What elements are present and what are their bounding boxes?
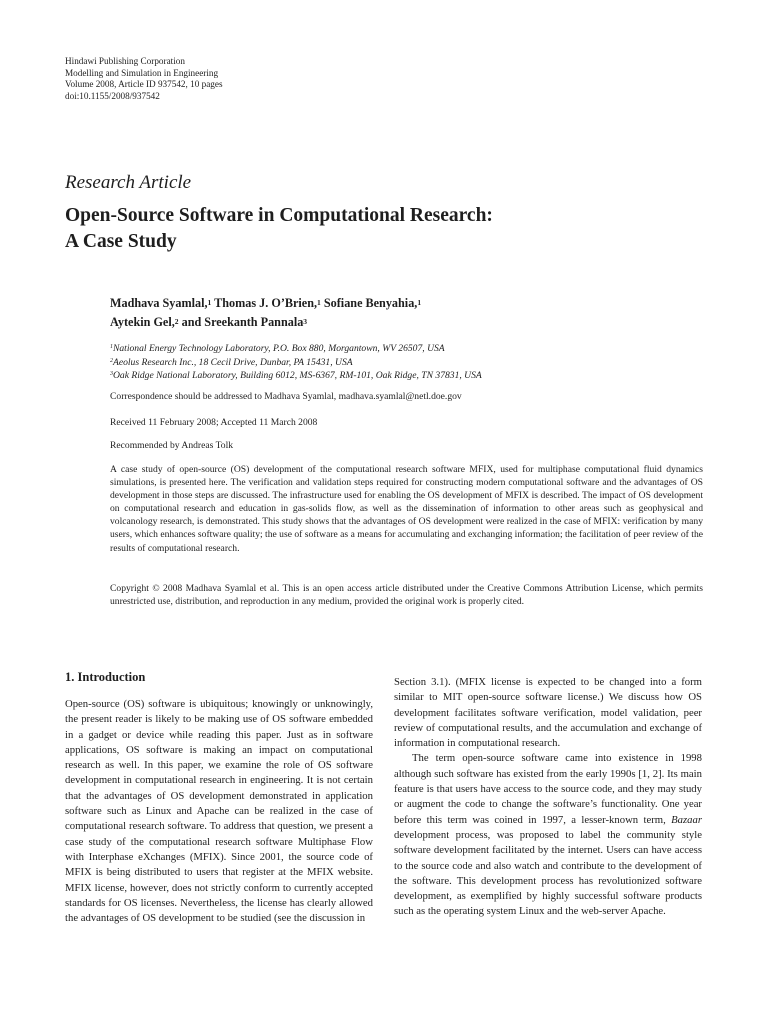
- author-line-1: [110, 294, 421, 313]
- left-column: [65, 697, 373, 926]
- doi: doi:10.1155/2008/937542: [65, 90, 160, 101]
- author-name: and Sreekanth Pannala: [178, 315, 304, 329]
- author-name: Madhava Syamlal,: [110, 296, 208, 310]
- affiliation-mark: 1: [417, 297, 422, 307]
- journal-name: Modelling and Simulation in Engineering: [65, 67, 219, 78]
- copyright-notice: Copyright © 2008 Madhava Syamlal et al. This is an open access article distributed under the Creative Commons Attribution License, which permits unrestricted use, distribution, and reproduction in any medium, provided the original work is properly cited.: [110, 583, 703, 608]
- publisher-name: Hindawi Publishing Corporation: [65, 56, 185, 66]
- affiliation-2: $^2$Aeolus Research Inc., 18 Cecil Drive, Dunbar, PA 15431, USA: [110, 356, 353, 368]
- affiliation-mark: 3: [303, 316, 308, 326]
- article-type: Research Article: [65, 172, 192, 193]
- body-paragraph: Open-source (OS) software is ubiquitous; knowingly or unknowingly, the present reader is likely to be making use of OS software embedded in a gadget or device while reading this paper. Just as in software applications, OS software is making an impact on computational research as well. In this paper, we examine the role of OS software development in computational research in engineering. It is not certain that the advantages of OS development demonstrated in application software such as Linux and Apache can be realized in the case of computational research software. To address that question, we present a case study of the computational research software Multiphase Flow with Interphase eXchanges (MFIX). Since 2001, the source code of MFIX is being distributed to users that register at the MFIX website. MFIX license, however, does not strictly conform to currently accepted standards for OS licenses. Nevertheless, the license has clearly allowed the advantages of OS development to be studied (see the discussion in: [65, 698, 373, 925]
- affiliations: [110, 342, 482, 383]
- title-line-1: Open-Source Software in Computational Research:: [65, 205, 493, 226]
- emphasized-term: Bazaar: [671, 813, 702, 826]
- volume-info: Volume 2008, Article ID 937542, 10 pages: [65, 79, 223, 90]
- correspondence-email[interactable]: madhava.syamlal@netl.doe.gov: [338, 391, 462, 402]
- author-list: [110, 294, 421, 332]
- correspondence: Correspondence should be addressed to Madhava Syamlal, madhava.syamlal@netl.doe.gov: [110, 391, 462, 402]
- affiliation-mark: 1: [207, 297, 212, 307]
- author-line-2: [110, 313, 421, 332]
- affiliation-mark: 2: [174, 316, 179, 326]
- right-column: [394, 675, 702, 920]
- affiliation-1: $^1$National Energy Technology Laboratory, P.O. Box 880, Morgantown, WV 26507, USA: [110, 343, 445, 354]
- section-heading: 1. Introduction: [65, 670, 146, 684]
- journal-header: [65, 56, 223, 102]
- title-line-2: A Case Study: [65, 231, 177, 252]
- recommended-by: Recommended by Andreas Tolk: [110, 440, 234, 451]
- abstract: A case study of open-source (OS) development of the computational research software MFIX, used for multiphase computational fluid dynamics simulations, is presented here. The verification and validation steps required for constructing modern computational software and the advantages of OS development in those steps are discussed. The infrastructure used for enabling the OS development of MFIX is described. The impact of OS development on computational research and education in gas-solids flow, as well as the dissemination of information to other areas such as geophysical and volcanology research, is demonstrated. This study shows that the advantages of OS development were realized in the case of MFIX: verification by many users, which enhances software quality; the use of software as a means for accumulating and exchanging information; the facilitation of peer review of the results of computational research.: [110, 464, 703, 554]
- body-paragraph: Section 3.1). (MFIX license is expected to be changed into a form similar to MIT open-source software license.) We discuss how OS development facilitates software verification, model validation, peer review of computational results, and the accumulation and exchange of information in computational research.: [394, 676, 702, 750]
- body-paragraph: The term open-source software came into existence in 1998 although such software has existed from the early 1990s [1, 2]. Its main feature is that users have access to the source code, and they may study or augment the code to change the software’s functionality. One year before this term was coined in 1997, a lesser-known term, Bazaar development process, was proposed to label the community style software development facilitated by the internet. Users can have access to the source code and also watch and contribute to the development of the software. This development process has revolutionized software development, as exemplified by highly successful software products such as the operating system Linux and the web-server Apache.: [394, 752, 702, 918]
- paper-title: [65, 203, 493, 255]
- received-dates: Received 11 February 2008; Accepted 11 March 2008: [110, 417, 318, 428]
- affiliation-mark: 1: [317, 297, 321, 307]
- author-name: Thomas J. O’Brien,: [211, 296, 318, 310]
- author-name: Aytekin Gel,: [110, 315, 175, 329]
- affiliation-3: $^3$Oak Ridge National Laboratory, Building 6012, MS-6367, RM-101, Oak Ridge, TN 37831, USA: [110, 370, 482, 382]
- author-name: Sofiane Benyahia,: [320, 296, 418, 310]
